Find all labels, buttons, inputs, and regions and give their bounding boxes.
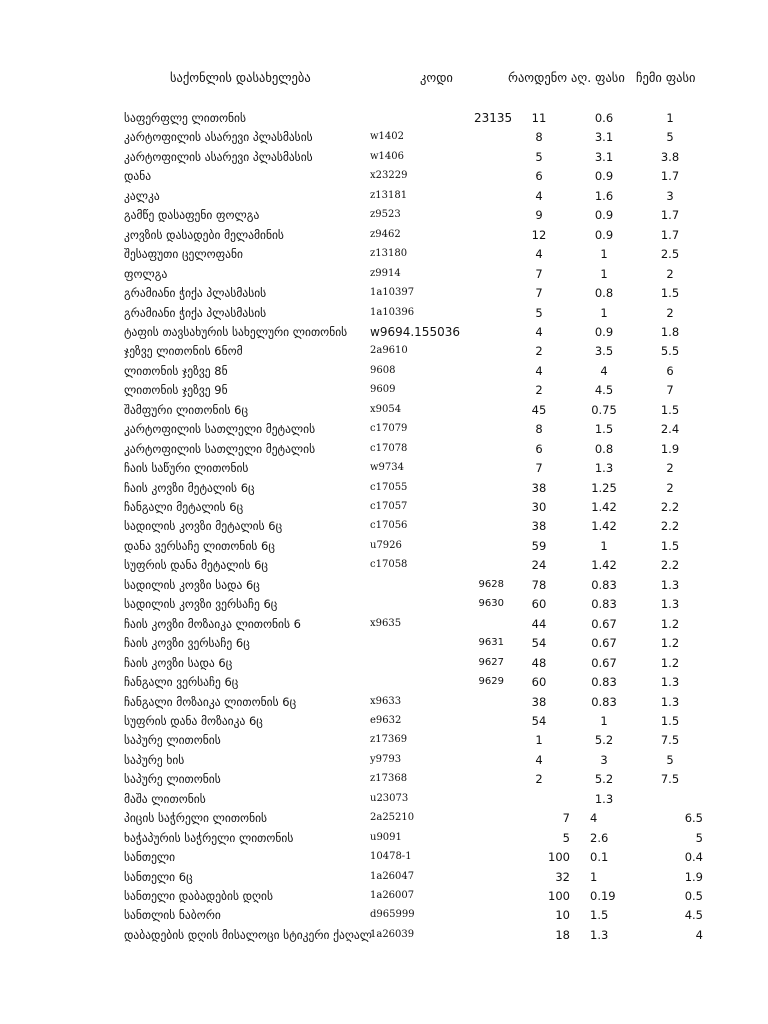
item-cost: 1.5 bbox=[594, 422, 614, 437]
item-code: z13181 bbox=[370, 189, 408, 201]
item-name: დანა bbox=[124, 169, 152, 184]
item-code: 9609 bbox=[370, 384, 396, 396]
item-code: 10478-1 bbox=[370, 851, 412, 863]
item-quantity: 6 bbox=[535, 441, 543, 456]
item-price: 1.5 bbox=[660, 286, 680, 301]
item-quantity: 1 bbox=[535, 733, 543, 748]
table-row bbox=[0, 479, 768, 497]
table-row bbox=[0, 848, 768, 866]
item-name: კარტოფილის სათლელი მეტალის bbox=[124, 422, 316, 437]
item-name: სუფრის დანა მეტალის 6ც bbox=[124, 558, 268, 573]
item-code-alt: 23135 bbox=[474, 111, 513, 125]
item-code: y9793 bbox=[370, 753, 402, 765]
item-price: 6.5 bbox=[684, 811, 703, 826]
item-cost: 0.9 bbox=[594, 227, 614, 242]
item-code: c17057 bbox=[370, 501, 408, 512]
item-name: სანთლის ნაბორი bbox=[124, 908, 221, 923]
item-code-alt: 9629 bbox=[478, 676, 504, 688]
item-quantity: 4 bbox=[535, 247, 543, 262]
item-price: 1.5 bbox=[660, 538, 680, 553]
item-quantity: 18 bbox=[555, 927, 570, 942]
item-cost: 0.83 bbox=[591, 694, 617, 709]
item-name: ჩანგალი მეტალის 6ც bbox=[124, 500, 244, 514]
item-price: 7.5 bbox=[660, 733, 680, 748]
item-cost: 1.42 bbox=[591, 558, 617, 573]
item-price: 2 bbox=[666, 266, 674, 281]
item-code: z9462 bbox=[370, 228, 401, 240]
item-name: პიცის საჭრელი ლითონის bbox=[124, 811, 268, 826]
table-row bbox=[0, 323, 768, 341]
item-quantity: 2 bbox=[535, 383, 543, 398]
item-price: 6 bbox=[666, 363, 674, 378]
item-code: 1a26039 bbox=[370, 928, 415, 940]
item-price: 0.5 bbox=[684, 889, 703, 903]
table-row bbox=[0, 109, 768, 127]
item-name: ლითონის ჯეზვე 8ნ bbox=[124, 363, 228, 378]
header-code: კოდი bbox=[420, 70, 453, 85]
item-code: u7926 bbox=[370, 539, 402, 551]
table-row bbox=[0, 148, 768, 166]
item-name: სადილის კოვზი მეტალის 6ც bbox=[124, 519, 283, 534]
table-row bbox=[0, 537, 768, 555]
item-quantity: 7 bbox=[535, 461, 543, 476]
item-code: 9608 bbox=[370, 364, 396, 376]
table-row bbox=[0, 887, 768, 905]
item-cost: 1 bbox=[590, 869, 598, 884]
item-quantity: 78 bbox=[531, 577, 547, 592]
item-price: 1.3 bbox=[660, 675, 680, 690]
item-quantity: 54 bbox=[531, 636, 547, 651]
item-quantity: 45 bbox=[531, 402, 547, 417]
item-name: სანთელი დაბადების დღის bbox=[124, 889, 274, 903]
item-cost: 1 bbox=[600, 247, 608, 262]
item-quantity: 5 bbox=[535, 305, 543, 320]
item-name: შესაფუთი ცელოფანი bbox=[124, 247, 243, 262]
item-cost: 0.9 bbox=[594, 169, 614, 184]
header-my-price: ჩემი ფასი bbox=[636, 70, 696, 85]
item-name: ჩანგალი მოზაიკა ლითონის 6ც bbox=[124, 694, 297, 709]
table-row bbox=[0, 712, 768, 730]
item-price: 5 bbox=[666, 752, 674, 767]
header-quantity-cost: რაოდენო აღ. ფასი bbox=[508, 70, 625, 85]
item-name: ფოლგა bbox=[124, 266, 168, 281]
item-name: სადილის კოვზი ვერსაჩე 6ც bbox=[124, 597, 278, 612]
item-cost: 4 bbox=[600, 363, 608, 378]
item-quantity: 100 bbox=[548, 850, 570, 865]
item-cost: 4 bbox=[590, 811, 598, 826]
item-cost: 0.9 bbox=[594, 324, 614, 339]
item-price: 7 bbox=[666, 383, 674, 398]
item-name: სანთელი 6ც bbox=[124, 869, 193, 884]
item-name: ჩაის კოვზი ვერსაჩე 6ც bbox=[124, 636, 250, 651]
item-name: დანა ვერსაჩე ლითონის 6ც bbox=[124, 538, 275, 553]
item-name: სადილის კოვზი სადა 6ც bbox=[124, 577, 260, 592]
item-quantity: 5 bbox=[562, 830, 570, 845]
item-name: გრამიანი ჭიქა პლასმასის bbox=[124, 305, 267, 320]
item-name: გრამიანი ჭიქა პლასმასის bbox=[124, 286, 267, 301]
item-code: x9633 bbox=[370, 695, 402, 707]
item-code: x9054 bbox=[370, 403, 402, 415]
item-name: ჩაის კოვზი სადა 6ც bbox=[124, 655, 233, 670]
item-quantity: 10 bbox=[555, 908, 570, 923]
item-name: მაშა ლითონის bbox=[124, 791, 206, 806]
item-name: გამწე დასაფენი ფოლგა bbox=[124, 208, 260, 223]
item-price: 2 bbox=[666, 461, 674, 476]
table-row bbox=[0, 459, 768, 477]
table-row bbox=[0, 868, 768, 886]
table-row bbox=[0, 245, 768, 263]
table-row bbox=[0, 556, 768, 574]
item-price: 3.8 bbox=[660, 149, 680, 164]
item-price: 5.5 bbox=[660, 344, 680, 359]
item-name: ჩაის კოვზი მოზაიკა ლითონის 6 bbox=[124, 616, 301, 631]
table-row bbox=[0, 517, 768, 535]
table-row bbox=[0, 595, 768, 613]
item-quantity: 8 bbox=[535, 422, 543, 437]
item-code: c17079 bbox=[370, 423, 408, 435]
item-quantity: 7 bbox=[535, 286, 543, 301]
item-name: დაბადების დღის მისალოცი სტიკერი ქაღალ bbox=[124, 927, 372, 942]
table-row bbox=[0, 654, 768, 672]
table-row bbox=[0, 615, 768, 633]
item-code: w9734 bbox=[370, 462, 405, 474]
table-row bbox=[0, 342, 768, 360]
item-name: საპურე ლითონის bbox=[124, 772, 221, 787]
item-price: 1.9 bbox=[660, 441, 680, 456]
item-price: 1.3 bbox=[660, 597, 680, 612]
item-quantity: 38 bbox=[531, 480, 547, 495]
item-name: ჩანგალი ვერსაჩე 6ც bbox=[124, 675, 239, 690]
item-price: 1.3 bbox=[660, 577, 680, 592]
item-price: 2.2 bbox=[660, 500, 680, 514]
table-row bbox=[0, 673, 768, 691]
item-cost: 0.8 bbox=[594, 286, 614, 301]
item-quantity: 8 bbox=[535, 130, 543, 145]
item-code: 1a26007 bbox=[370, 890, 415, 901]
item-name: შამფური ლითონის 6ც bbox=[124, 402, 249, 417]
item-cost: 4.5 bbox=[594, 383, 614, 398]
item-name: საპურე ლითონის bbox=[124, 733, 221, 748]
item-cost: 0.8 bbox=[594, 441, 614, 456]
item-name: კალკა bbox=[124, 188, 160, 203]
item-cost: 0.83 bbox=[591, 675, 617, 690]
item-price: 2.2 bbox=[660, 558, 680, 573]
table-row bbox=[0, 751, 768, 769]
item-quantity: 44 bbox=[531, 616, 547, 631]
table-row bbox=[0, 401, 768, 419]
table-row bbox=[0, 304, 768, 322]
item-code-alt: 9630 bbox=[478, 598, 504, 610]
item-quantity: 32 bbox=[555, 869, 570, 884]
table-row bbox=[0, 693, 768, 711]
item-code: z9914 bbox=[370, 267, 401, 279]
item-price: 1 bbox=[666, 111, 674, 125]
item-name: საფერფლე ლითონის bbox=[124, 111, 246, 125]
item-cost: 1.42 bbox=[591, 500, 617, 514]
item-cost: 3 bbox=[600, 752, 608, 767]
item-quantity: 4 bbox=[535, 363, 543, 378]
item-name: ჩაის კოვზი მეტალის 6ც bbox=[124, 480, 255, 495]
item-name: ჯეზვე ლითონის 6ნომ bbox=[124, 344, 243, 359]
item-code: c17056 bbox=[370, 520, 408, 532]
item-cost: 1.3 bbox=[590, 927, 609, 942]
item-price: 1.8 bbox=[660, 324, 680, 339]
item-quantity: 60 bbox=[531, 597, 547, 612]
item-code: u9091 bbox=[370, 831, 402, 843]
table-row bbox=[0, 829, 768, 847]
item-code: z9523 bbox=[370, 209, 401, 221]
item-cost: 0.67 bbox=[591, 616, 617, 631]
item-price: 7.5 bbox=[660, 772, 680, 787]
item-quantity: 54 bbox=[531, 713, 547, 728]
item-cost: 1.42 bbox=[591, 519, 617, 534]
item-code: x23229 bbox=[370, 170, 408, 182]
item-cost: 1 bbox=[600, 713, 608, 728]
item-price: 1.3 bbox=[660, 694, 680, 709]
item-price: 3 bbox=[666, 188, 674, 203]
item-name: კარტოფილის ასარევი პლასმასის bbox=[124, 149, 313, 164]
item-cost: 0.67 bbox=[591, 655, 617, 670]
item-quantity: 38 bbox=[531, 694, 547, 709]
header-product-name: საქონლის დასახელება bbox=[170, 70, 311, 85]
table-row bbox=[0, 440, 768, 458]
item-quantity: 59 bbox=[531, 538, 547, 553]
item-name: საპურე ხის bbox=[124, 752, 185, 767]
item-cost: 1 bbox=[600, 305, 608, 320]
item-code: z17369 bbox=[370, 734, 408, 746]
item-quantity: 11 bbox=[531, 111, 547, 125]
item-code: x9635 bbox=[370, 617, 402, 629]
item-cost: 1.25 bbox=[591, 480, 617, 495]
item-quantity: 2 bbox=[535, 344, 543, 359]
table-row bbox=[0, 809, 768, 827]
item-name: ლითონის ჯეზვე 9ნ bbox=[124, 383, 228, 398]
table-row bbox=[0, 906, 768, 924]
item-price: 1.7 bbox=[660, 169, 680, 184]
table-row bbox=[0, 381, 768, 399]
item-name: სუფრის დანა მოზაიკა 6ც bbox=[124, 713, 263, 728]
item-quantity: 7 bbox=[535, 266, 543, 281]
item-cost: 3.5 bbox=[594, 344, 614, 359]
table-row bbox=[0, 128, 768, 146]
item-price: 1.5 bbox=[660, 402, 680, 417]
item-price: 1.5 bbox=[660, 713, 680, 728]
item-cost: 1.6 bbox=[594, 188, 614, 203]
item-code: w1402 bbox=[370, 131, 405, 143]
item-code: z17368 bbox=[370, 773, 408, 785]
item-name: ჩაის საწური ლითონის bbox=[124, 461, 249, 476]
item-cost: 0.1 bbox=[590, 850, 609, 865]
item-price: 2 bbox=[666, 480, 674, 495]
item-code: 2a9610 bbox=[370, 345, 408, 357]
item-code-alt: 9627 bbox=[478, 656, 504, 668]
item-cost: 1 bbox=[600, 538, 608, 553]
item-quantity: 4 bbox=[535, 324, 543, 339]
item-quantity: 5 bbox=[535, 149, 543, 164]
item-quantity: 24 bbox=[531, 558, 547, 573]
table-row bbox=[0, 576, 768, 594]
item-cost: 0.9 bbox=[594, 208, 614, 223]
item-quantity: 9 bbox=[535, 208, 543, 223]
item-code: w9694.155036 bbox=[370, 324, 460, 339]
item-price: 2.2 bbox=[660, 519, 680, 534]
item-quantity: 6 bbox=[535, 169, 543, 184]
table-row bbox=[0, 770, 768, 788]
item-price: 2.4 bbox=[660, 422, 680, 437]
item-price: 2 bbox=[666, 305, 674, 320]
item-name: კარტოფილის სათლელი მეტალის bbox=[124, 441, 316, 456]
item-cost: 0.75 bbox=[591, 402, 617, 417]
item-name: კარტოფილის ასარევი პლასმასის bbox=[124, 130, 313, 145]
item-cost: 3.1 bbox=[594, 130, 614, 145]
item-code: c17055 bbox=[370, 481, 408, 493]
item-quantity: 2 bbox=[535, 772, 543, 787]
table-row bbox=[0, 498, 768, 516]
table-row bbox=[0, 226, 768, 244]
item-cost: 0.83 bbox=[591, 597, 617, 612]
item-cost: 2.6 bbox=[590, 830, 609, 845]
item-quantity: 12 bbox=[531, 227, 547, 242]
item-quantity: 7 bbox=[562, 811, 570, 826]
item-price: 0.4 bbox=[684, 850, 703, 865]
item-cost: 1.3 bbox=[594, 461, 614, 476]
item-cost: 5.2 bbox=[594, 733, 614, 748]
item-quantity: 48 bbox=[531, 655, 547, 670]
item-price: 5 bbox=[666, 130, 674, 145]
item-cost: 1.5 bbox=[590, 908, 609, 923]
item-code: e9632 bbox=[370, 714, 402, 726]
table-row bbox=[0, 167, 768, 185]
item-code: 2a25210 bbox=[370, 812, 415, 824]
item-name: კოვზის დასადები მელამინის bbox=[124, 227, 284, 242]
item-code-alt: 9628 bbox=[478, 578, 504, 590]
item-price: 5 bbox=[695, 830, 703, 845]
table-row bbox=[0, 926, 768, 944]
item-cost: 3.1 bbox=[594, 149, 614, 164]
item-code: c17078 bbox=[370, 442, 408, 454]
item-price: 1.2 bbox=[660, 616, 680, 631]
table-row bbox=[0, 206, 768, 224]
item-quantity: 100 bbox=[548, 889, 570, 903]
item-cost: 1 bbox=[600, 266, 608, 281]
table-row bbox=[0, 362, 768, 380]
item-cost: 0.19 bbox=[590, 889, 616, 903]
item-code: 1a10397 bbox=[370, 287, 415, 299]
item-price: 1.7 bbox=[660, 208, 680, 223]
table-row bbox=[0, 790, 768, 808]
table-row bbox=[0, 731, 768, 749]
table-row bbox=[0, 284, 768, 302]
item-code: d965999 bbox=[370, 909, 415, 921]
item-price: 4 bbox=[695, 927, 703, 942]
item-code-alt: 9631 bbox=[478, 637, 504, 649]
item-name: ტაფის თავსახურის სახელური ლითონის bbox=[124, 324, 348, 339]
item-cost: 0.83 bbox=[591, 577, 617, 592]
item-code: z13180 bbox=[370, 248, 408, 260]
item-quantity: 4 bbox=[535, 752, 543, 767]
item-price: 1.9 bbox=[684, 869, 703, 884]
item-price: 4.5 bbox=[684, 908, 703, 923]
item-name: სანთელი bbox=[124, 850, 176, 865]
item-code: c17058 bbox=[370, 559, 408, 571]
item-price: 2.5 bbox=[660, 247, 680, 262]
item-quantity: 38 bbox=[531, 519, 547, 534]
item-quantity: 4 bbox=[535, 188, 543, 203]
table-row bbox=[0, 265, 768, 283]
item-code: 1a26047 bbox=[370, 870, 415, 882]
item-code: 1a10396 bbox=[370, 306, 415, 318]
item-code: w1406 bbox=[370, 150, 405, 162]
table-row bbox=[0, 187, 768, 205]
table-row bbox=[0, 634, 768, 652]
item-price: 1.2 bbox=[660, 636, 680, 651]
item-cost: 0.67 bbox=[591, 636, 617, 651]
item-quantity: 60 bbox=[531, 675, 547, 690]
table-row bbox=[0, 420, 768, 438]
item-code: u23073 bbox=[370, 792, 409, 804]
item-cost: 5.2 bbox=[594, 772, 614, 787]
item-price: 1.2 bbox=[660, 655, 680, 670]
item-quantity: 30 bbox=[531, 500, 547, 514]
item-cost: 1.3 bbox=[594, 791, 614, 806]
item-name: ხაჭაპურის საჭრელი ლითონის bbox=[124, 830, 294, 845]
item-cost: 0.6 bbox=[594, 111, 614, 125]
item-price: 1.7 bbox=[660, 227, 680, 242]
